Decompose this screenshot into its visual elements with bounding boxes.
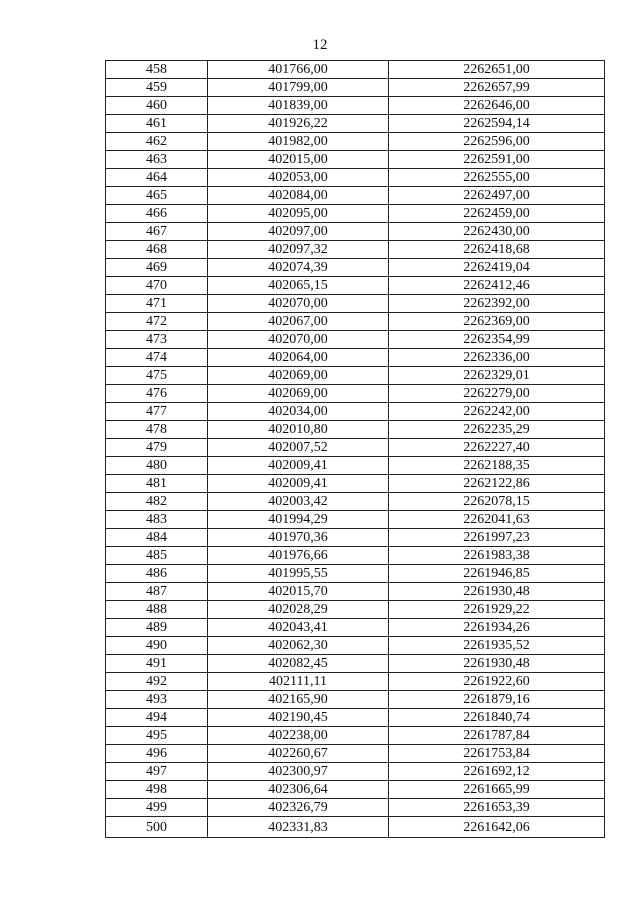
point-number-cell: 481 [106,475,208,493]
x-coordinate-cell: 402070,00 [208,331,389,349]
x-coordinate-cell: 402053,00 [208,169,389,187]
table-row [106,331,605,349]
x-coordinate-cell: 401766,00 [208,61,389,79]
y-coordinate-cell: 2261997,23 [389,529,605,547]
y-coordinate-cell: 2262657,99 [389,79,605,97]
x-coordinate-cell: 402190,45 [208,709,389,727]
y-coordinate-cell: 2261946,85 [389,565,605,583]
x-coordinate-cell: 402069,00 [208,367,389,385]
point-number-cell: 465 [106,187,208,205]
point-number-cell: 473 [106,331,208,349]
x-coordinate-cell: 402331,83 [208,817,389,838]
table-row [106,277,605,295]
table-row [106,97,605,115]
x-coordinate-cell: 401994,29 [208,511,389,529]
x-coordinate-cell: 402003,42 [208,493,389,511]
y-coordinate-cell: 2262651,00 [389,61,605,79]
x-coordinate-cell: 402043,41 [208,619,389,637]
point-number-cell: 466 [106,205,208,223]
point-number-cell: 498 [106,781,208,799]
x-coordinate-cell: 401970,36 [208,529,389,547]
x-coordinate-cell: 401926,22 [208,115,389,133]
y-coordinate-cell: 2262596,00 [389,133,605,151]
point-number-cell: 476 [106,385,208,403]
table-row [106,583,605,601]
y-coordinate-cell: 2261665,99 [389,781,605,799]
point-number-cell: 479 [106,439,208,457]
y-coordinate-cell: 2262459,00 [389,205,605,223]
point-number-cell: 494 [106,709,208,727]
coordinates-table [105,60,605,838]
y-coordinate-cell: 2262235,29 [389,421,605,439]
table-row [106,205,605,223]
y-coordinate-cell: 2262078,15 [389,493,605,511]
point-number-cell: 496 [106,745,208,763]
x-coordinate-cell: 402238,00 [208,727,389,745]
point-number-cell: 497 [106,763,208,781]
y-coordinate-cell: 2261879,16 [389,691,605,709]
x-coordinate-cell: 401982,00 [208,133,389,151]
x-coordinate-cell: 402095,00 [208,205,389,223]
y-coordinate-cell: 2261840,74 [389,709,605,727]
table-row [106,601,605,619]
x-coordinate-cell: 402306,64 [208,781,389,799]
x-coordinate-cell: 402111,11 [208,673,389,691]
point-number-cell: 472 [106,313,208,331]
point-number-cell: 468 [106,241,208,259]
point-number-cell: 462 [106,133,208,151]
x-coordinate-cell: 402074,39 [208,259,389,277]
page-number: 12 [312,37,328,53]
y-coordinate-cell: 2261935,52 [389,637,605,655]
x-coordinate-cell: 402010,80 [208,421,389,439]
table-row [106,547,605,565]
y-coordinate-cell: 2262279,00 [389,385,605,403]
table-row [106,259,605,277]
x-coordinate-cell: 402028,29 [208,601,389,619]
table-row [106,745,605,763]
x-coordinate-cell: 402015,70 [208,583,389,601]
point-number-cell: 491 [106,655,208,673]
point-number-cell: 464 [106,169,208,187]
table-row [106,79,605,97]
table-row [106,799,605,817]
point-number-cell: 463 [106,151,208,169]
y-coordinate-cell: 2262227,40 [389,439,605,457]
table-row [106,691,605,709]
y-coordinate-cell: 2262122,86 [389,475,605,493]
x-coordinate-cell: 402009,41 [208,457,389,475]
y-coordinate-cell: 2262354,99 [389,331,605,349]
point-number-cell: 460 [106,97,208,115]
x-coordinate-cell: 402097,00 [208,223,389,241]
x-coordinate-cell: 402260,67 [208,745,389,763]
table-row [106,457,605,475]
x-coordinate-cell: 402062,30 [208,637,389,655]
table-row [106,115,605,133]
y-coordinate-cell: 2261787,84 [389,727,605,745]
point-number-cell: 474 [106,349,208,367]
y-coordinate-cell: 2262336,00 [389,349,605,367]
x-coordinate-cell: 402065,15 [208,277,389,295]
x-coordinate-cell: 402070,00 [208,295,389,313]
table-row [106,367,605,385]
point-number-cell: 470 [106,277,208,295]
x-coordinate-cell: 402009,41 [208,475,389,493]
point-number-cell: 485 [106,547,208,565]
y-coordinate-cell: 2262594,14 [389,115,605,133]
x-coordinate-cell: 401799,00 [208,79,389,97]
table-row [106,223,605,241]
point-number-cell: 467 [106,223,208,241]
table-row [106,763,605,781]
table-row [106,511,605,529]
y-coordinate-cell: 2261642,06 [389,817,605,838]
y-coordinate-cell: 2261922,60 [389,673,605,691]
point-number-cell: 471 [106,295,208,313]
point-number-cell: 480 [106,457,208,475]
y-coordinate-cell: 2261930,48 [389,655,605,673]
point-number-cell: 488 [106,601,208,619]
y-coordinate-cell: 2261753,84 [389,745,605,763]
point-number-cell: 458 [106,61,208,79]
point-number-cell: 482 [106,493,208,511]
table-row [106,727,605,745]
y-coordinate-cell: 2262242,00 [389,403,605,421]
y-coordinate-cell: 2262419,04 [389,259,605,277]
table-row [106,709,605,727]
point-number-cell: 475 [106,367,208,385]
x-coordinate-cell: 402069,00 [208,385,389,403]
table-row [106,619,605,637]
table-row [106,295,605,313]
table-row [106,349,605,367]
point-number-cell: 493 [106,691,208,709]
point-number-cell: 499 [106,799,208,817]
point-number-cell: 489 [106,619,208,637]
table-row [106,637,605,655]
table-row [106,151,605,169]
point-number-cell: 478 [106,421,208,439]
y-coordinate-cell: 2261930,48 [389,583,605,601]
y-coordinate-cell: 2262412,46 [389,277,605,295]
x-coordinate-cell: 402034,00 [208,403,389,421]
point-number-cell: 495 [106,727,208,745]
x-coordinate-cell: 401976,66 [208,547,389,565]
y-coordinate-cell: 2262555,00 [389,169,605,187]
y-coordinate-cell: 2262418,68 [389,241,605,259]
y-coordinate-cell: 2262369,00 [389,313,605,331]
y-coordinate-cell: 2261934,26 [389,619,605,637]
point-number-cell: 459 [106,79,208,97]
table-row [106,187,605,205]
table-row [106,493,605,511]
point-number-cell: 486 [106,565,208,583]
point-number-cell: 483 [106,511,208,529]
y-coordinate-cell: 2262497,00 [389,187,605,205]
x-coordinate-cell: 401995,55 [208,565,389,583]
table-row [106,61,605,79]
y-coordinate-cell: 2262591,00 [389,151,605,169]
table-row [106,529,605,547]
point-number-cell: 490 [106,637,208,655]
point-number-cell: 492 [106,673,208,691]
x-coordinate-cell: 402015,00 [208,151,389,169]
point-number-cell: 484 [106,529,208,547]
table-row [106,817,605,838]
y-coordinate-cell: 2262329,01 [389,367,605,385]
x-coordinate-cell: 402300,97 [208,763,389,781]
table-row [106,385,605,403]
table-row [106,241,605,259]
x-coordinate-cell: 402064,00 [208,349,389,367]
point-number-cell: 469 [106,259,208,277]
table-row [106,133,605,151]
x-coordinate-cell: 402165,90 [208,691,389,709]
x-coordinate-cell: 402326,79 [208,799,389,817]
x-coordinate-cell: 402084,00 [208,187,389,205]
x-coordinate-cell: 402007,52 [208,439,389,457]
table-row [106,655,605,673]
y-coordinate-cell: 2262646,00 [389,97,605,115]
table-row [106,313,605,331]
y-coordinate-cell: 2261653,39 [389,799,605,817]
table-row [106,475,605,493]
y-coordinate-cell: 2262188,35 [389,457,605,475]
x-coordinate-cell: 402082,45 [208,655,389,673]
y-coordinate-cell: 2261983,38 [389,547,605,565]
table-row [106,169,605,187]
table-row [106,403,605,421]
table-row [106,565,605,583]
table-row [106,673,605,691]
table-row [106,781,605,799]
table-row [106,439,605,457]
x-coordinate-cell: 401839,00 [208,97,389,115]
coordinates-table-body [106,61,605,838]
y-coordinate-cell: 2262392,00 [389,295,605,313]
point-number-cell: 461 [106,115,208,133]
point-number-cell: 477 [106,403,208,421]
y-coordinate-cell: 2261692,12 [389,763,605,781]
x-coordinate-cell: 402067,00 [208,313,389,331]
point-number-cell: 487 [106,583,208,601]
x-coordinate-cell: 402097,32 [208,241,389,259]
y-coordinate-cell: 2262041,63 [389,511,605,529]
y-coordinate-cell: 2262430,00 [389,223,605,241]
point-number-cell: 500 [106,817,208,838]
y-coordinate-cell: 2261929,22 [389,601,605,619]
table-row [106,421,605,439]
